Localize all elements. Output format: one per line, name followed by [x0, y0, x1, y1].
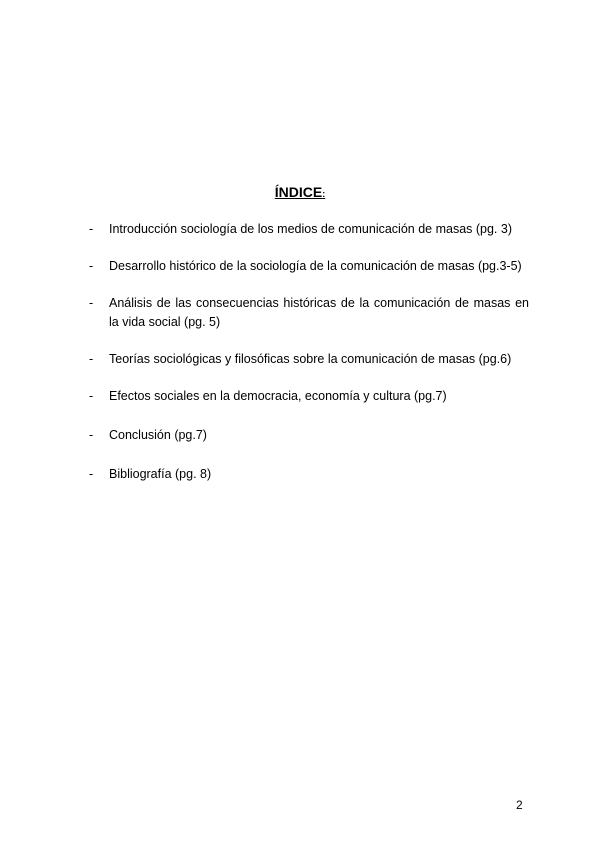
toc-bullet: -: [89, 352, 94, 366]
toc-item-desarrollo-historico: [89, 257, 529, 276]
toc-bullet: -: [89, 389, 94, 403]
page-title: [0, 183, 600, 203]
toc-item-text: Efectos sociales en la democracia, economía y cultura (pg.7): [109, 389, 447, 403]
toc-bullet: -: [89, 259, 94, 273]
toc-bullet: -: [89, 296, 94, 310]
toc-item-efectos-sociales: [89, 387, 529, 406]
toc-item-introduccion: [89, 220, 529, 239]
toc-item-text: Análisis de las consecuencias históricas de la comunicación de masas en la vida social (pg. 5): [109, 296, 529, 329]
title-colon: :: [322, 189, 326, 199]
toc-item-conclusion: [89, 426, 529, 445]
toc-bullet: -: [89, 467, 94, 481]
toc-bullet: -: [89, 428, 94, 442]
toc-bullet: -: [89, 222, 94, 236]
toc-item-text: Bibliografía (pg. 8): [109, 467, 212, 481]
toc-item-text: Teorías sociológicas y filosóficas sobre la comunicación de masas (pg.6): [109, 352, 512, 366]
toc-item-text: Introducción sociología de los medios de comunicación de masas (pg. 3): [109, 222, 512, 236]
page-number: 2: [516, 798, 523, 812]
toc-item-text: Conclusión (pg.7): [109, 428, 207, 442]
title-text: ÍNDICE: [274, 184, 323, 200]
toc-item-analisis: [89, 294, 529, 332]
toc-item-bibliografia: [89, 465, 529, 484]
toc-item-teorias: [89, 350, 529, 369]
toc-item-text: Desarrollo histórico de la sociología de la comunicación de masas (pg.3-5): [109, 259, 522, 273]
table-of-contents: [89, 220, 529, 504]
